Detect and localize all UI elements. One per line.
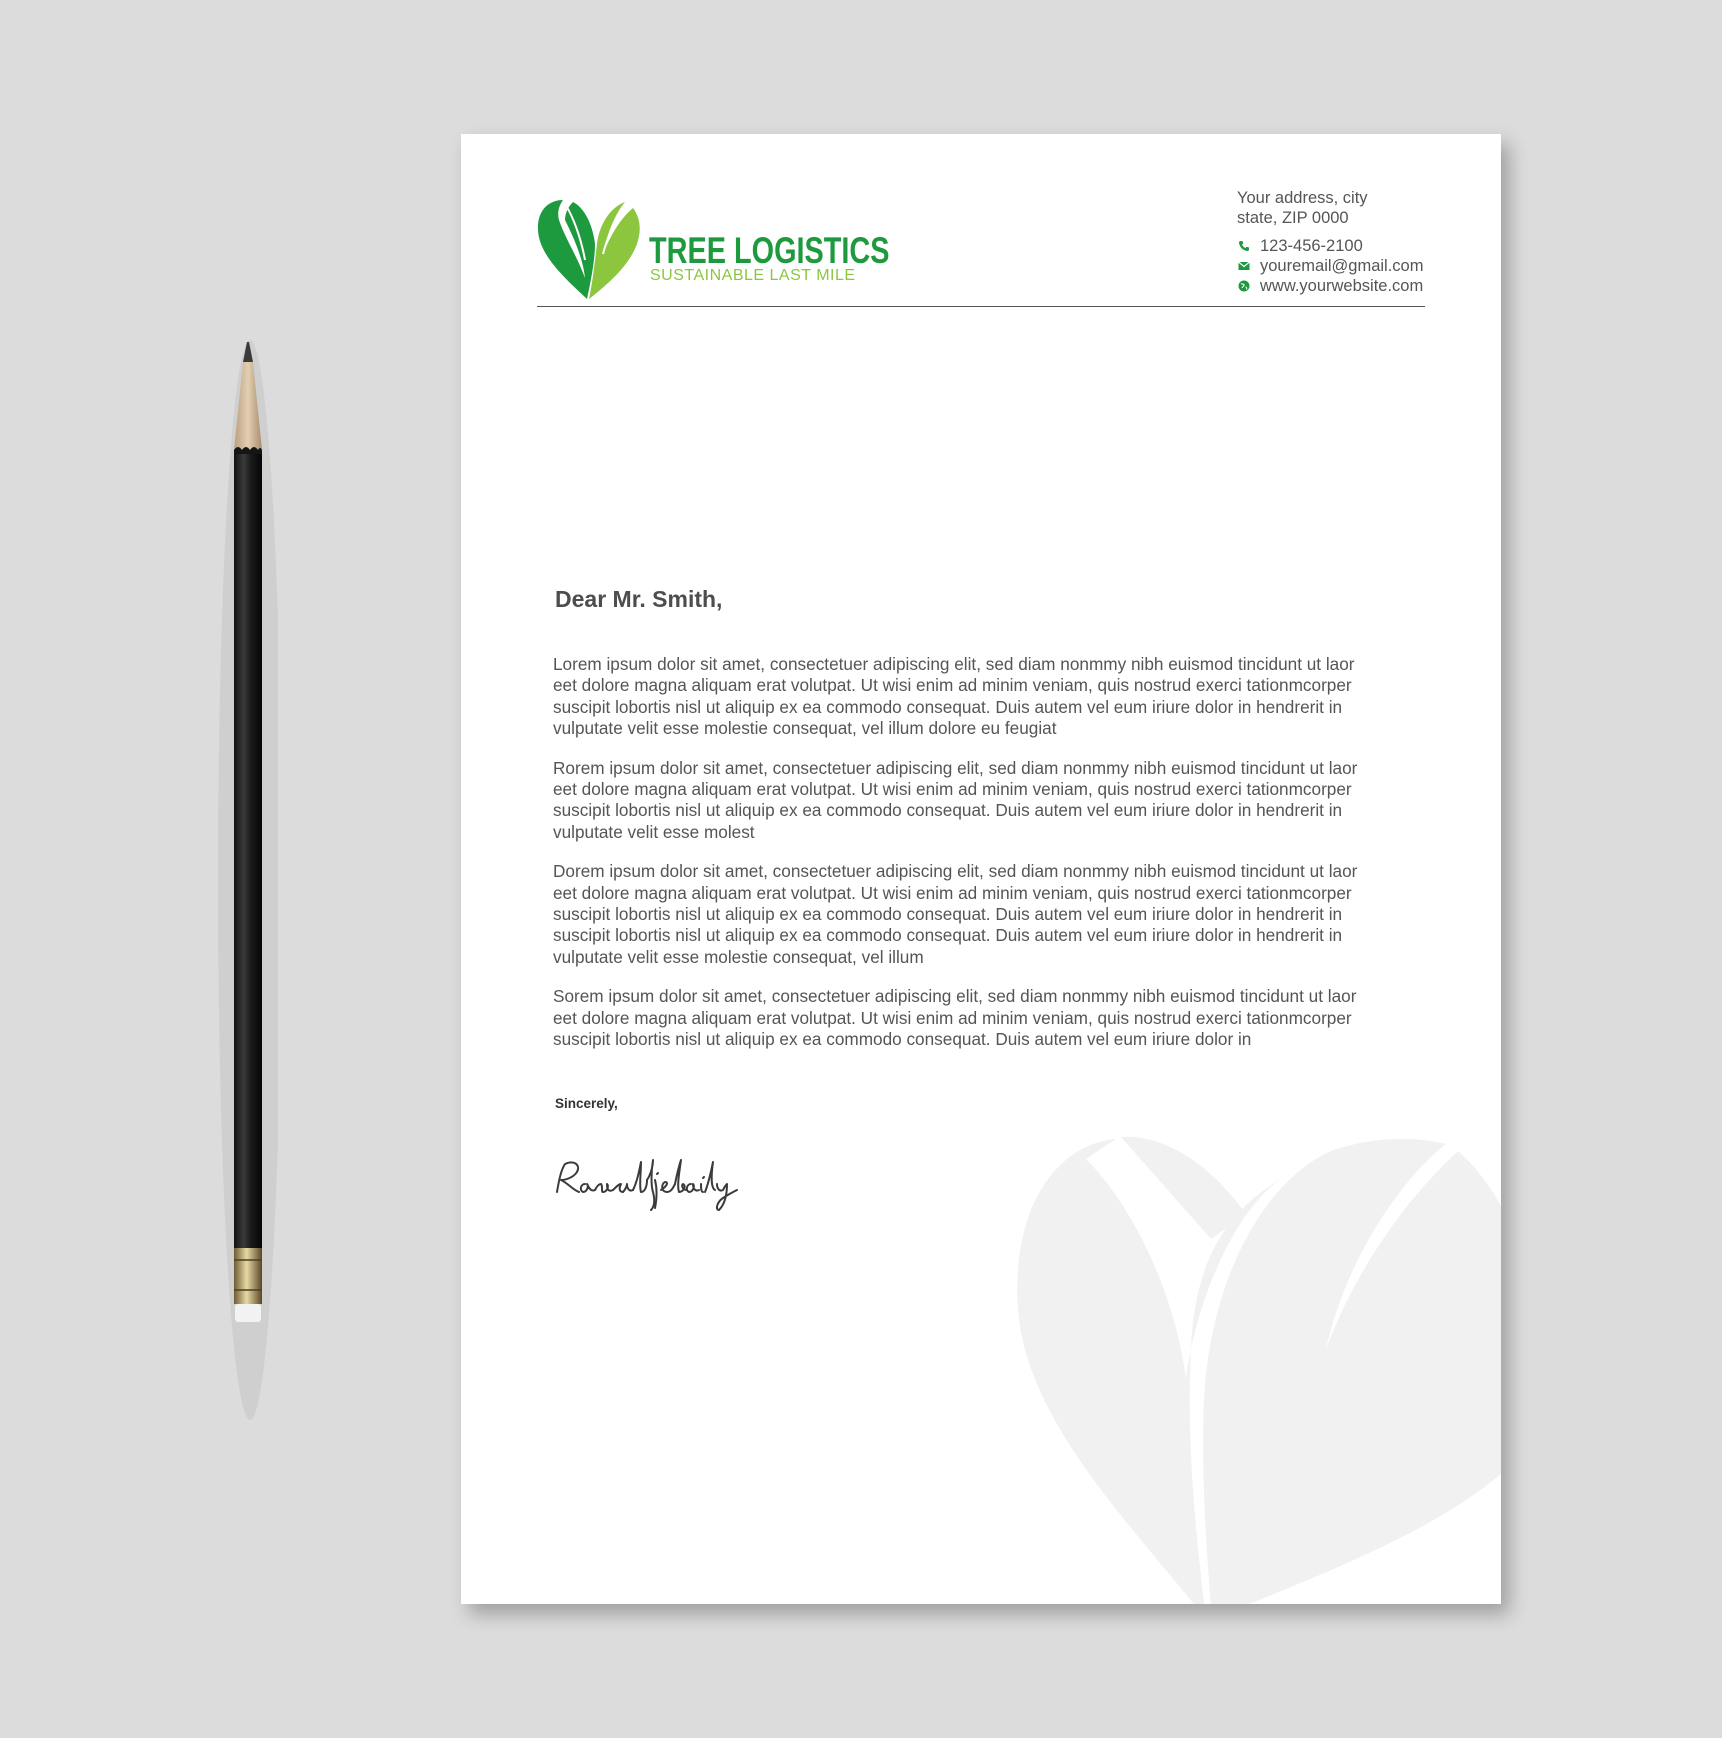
letter-body bbox=[553, 654, 1413, 1069]
body-paragraph-1: Lorem ipsum dolor sit amet, consectetuer adipiscing elit, sed diam nonmmy nibh euismod tincidunt ut laor eet dolore magna aliquam erat volutpat. Ut wisi enim ad minim veniam, quis nostrud exerci tationmcorper suscipit lobortis nisl ut aliquip ex ea commodo consequat. Duis autem vel eum iriure dolor in hendrerit in vulputate velit esse molestie consequat, vel illum dolore eu feugiat bbox=[553, 654, 1355, 738]
contact-website bbox=[1237, 276, 1447, 296]
handwritten-signature bbox=[551, 1152, 741, 1212]
body-paragraph-4: Sorem ipsum dolor sit amet, consectetuer adipiscing elit, sed diam nonmmy nibh euismod tincidunt ut laor eet dolore magna aliquam erat volutpat. Ut wisi enim ad minim veniam, quis nostrud exerci tationmcorper suscipit lobortis nisl ut aliquip ex ea commodo consequat. Duis autem vel eum iriure dolor in bbox=[553, 986, 1357, 1049]
heart-leaf-watermark-icon bbox=[1006, 1119, 1501, 1604]
closing: Sincerely, bbox=[555, 1096, 618, 1111]
mail-icon bbox=[1237, 260, 1250, 273]
phone-number: 123-456-2100 bbox=[1260, 237, 1363, 255]
contact-phone bbox=[1237, 236, 1447, 256]
address-line-2: state, ZIP 0000 bbox=[1237, 209, 1349, 227]
address-line-1: Your address, city bbox=[1237, 189, 1368, 207]
phone-icon bbox=[1237, 240, 1250, 253]
globe-icon bbox=[1237, 280, 1250, 293]
website-url: www.yourwebsite.com bbox=[1260, 277, 1424, 295]
brand-name: TREE LOGISTICS bbox=[649, 230, 890, 271]
email-address: youremail@gmail.com bbox=[1260, 257, 1424, 275]
salutation: Dear Mr. Smith, bbox=[555, 586, 723, 612]
body-paragraph-3: Dorem ipsum dolor sit amet, consectetuer adipiscing elit, sed diam nonmmy nibh euismod tincidunt ut laor eet dolore magna aliquam erat volutpat. Ut wisi enim ad minim veniam, quis nostrud exerci tationmcorper suscipit lobortis nisl ut aliquip ex ea commodo consequat. Duis autem vel eum iriure dolor in hendrerit in suscipit lobortis nisl ut aliquip ex ea commodo consequat. Duis autem vel eum iriure dolor in hendrerit in vulputate velit esse molestie consequat, vel illum bbox=[553, 861, 1358, 967]
contact-block bbox=[1237, 188, 1447, 296]
contact-email bbox=[1237, 256, 1447, 276]
letterhead-page bbox=[461, 134, 1501, 1604]
pencil bbox=[218, 340, 278, 1420]
header-divider bbox=[537, 306, 1425, 307]
body-paragraph-2: Rorem ipsum dolor sit amet, consectetuer adipiscing elit, sed diam nonmmy nibh euismod tincidunt ut laor eet dolore magna aliquam erat volutpat. Ut wisi enim ad minim veniam, quis nostrud exerci tationmcorper suscipit lobortis nisl ut aliquip ex ea commodo consequat. Duis autem vel eum iriure dolor in hendrerit in vulputate velit esse molest bbox=[553, 757, 1358, 842]
brand-tagline: SUSTAINABLE LAST MILE bbox=[650, 267, 856, 284]
